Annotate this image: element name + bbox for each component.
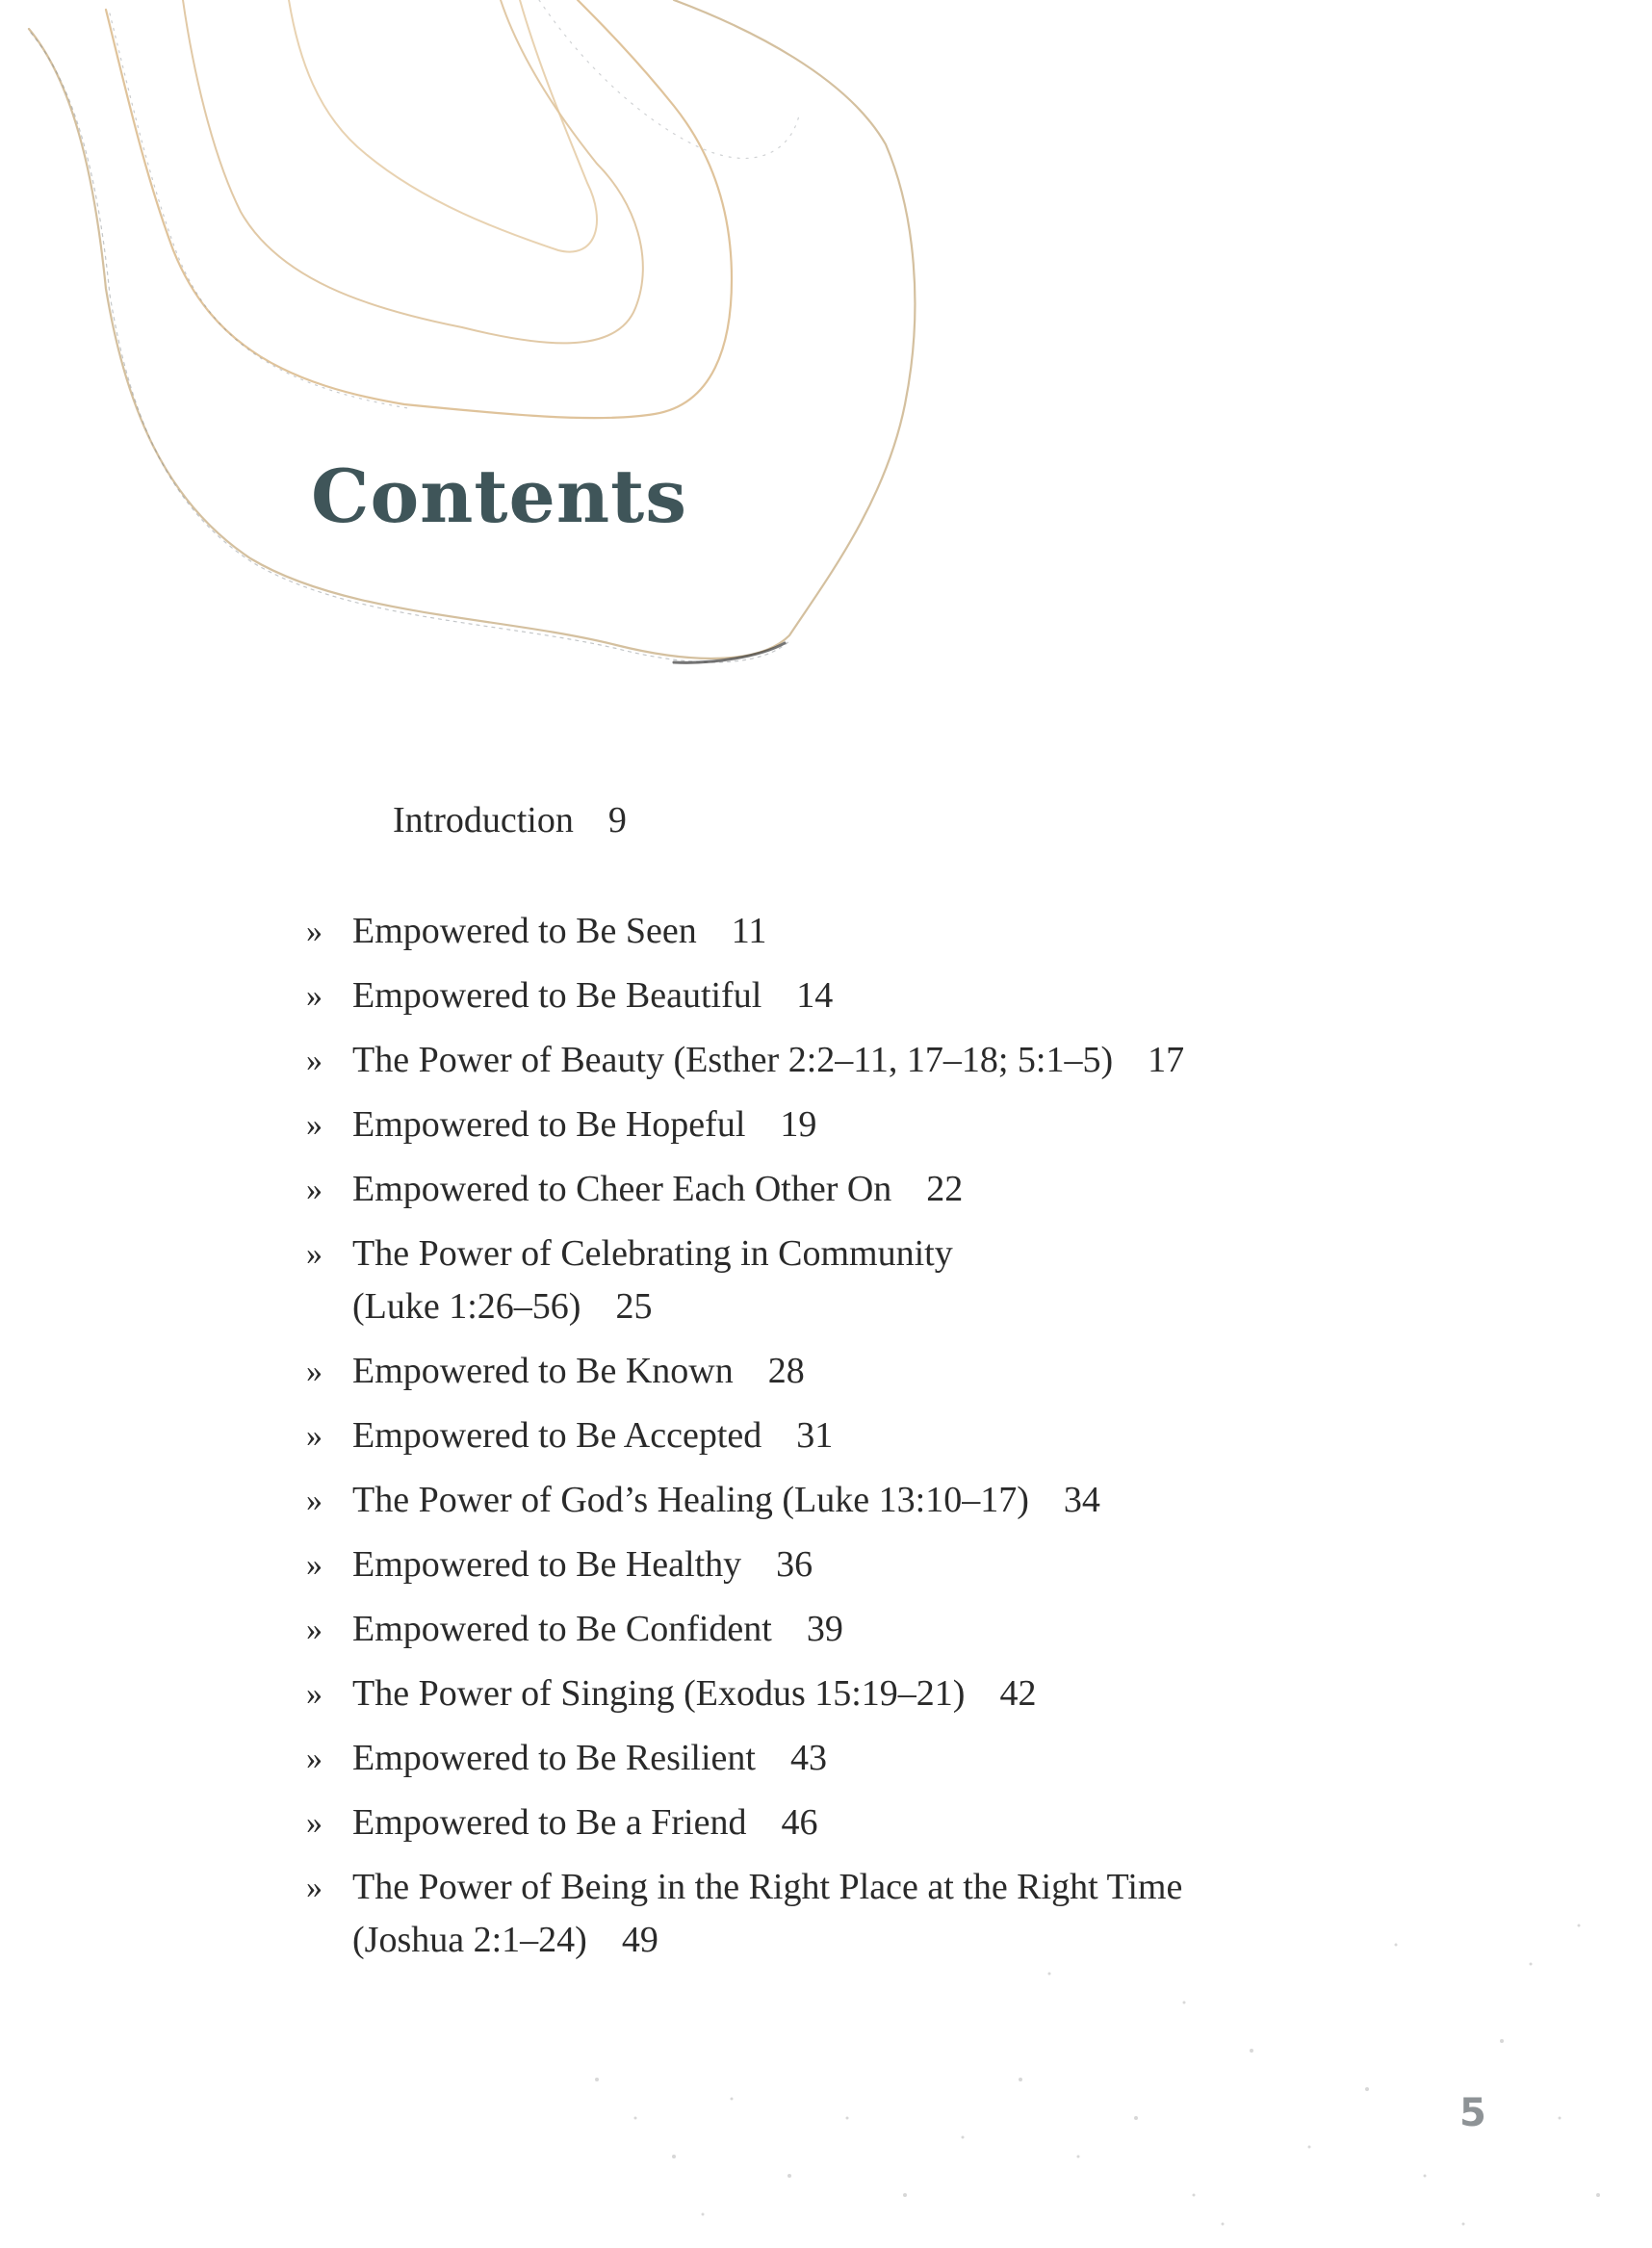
toc-entry-page: 36	[776, 1544, 813, 1585]
toc-entry[interactable]	[306, 1603, 1365, 1656]
toc-entry[interactable]	[306, 1538, 1365, 1591]
toc-entry-page: 14	[796, 975, 834, 1016]
toc-entry-page: 43	[789, 1738, 827, 1778]
toc-entry[interactable]	[306, 1163, 1365, 1216]
chevron-right-double-icon: »	[306, 1612, 323, 1647]
toc-entry-title: Empowered to Be Beautiful	[352, 975, 762, 1016]
toc-entry-reference: (Luke 1:26–56)	[352, 1286, 581, 1327]
toc-entry[interactable]	[306, 1474, 1365, 1527]
toc-entry-page: 25	[615, 1286, 653, 1327]
toc-entry-title: Empowered to Be Seen	[352, 911, 697, 951]
toc-entry-page: 46	[781, 1802, 818, 1843]
toc-entry[interactable]	[306, 1227, 1365, 1333]
toc-entry[interactable]	[306, 1409, 1365, 1462]
toc-entry[interactable]	[306, 1796, 1365, 1849]
chevron-right-double-icon: »	[306, 1483, 323, 1518]
toc-entry-page: 28	[767, 1351, 805, 1391]
page-number: 5	[1459, 2091, 1486, 2135]
toc-entry-page: 49	[621, 1920, 658, 1960]
toc-entry-page: 11	[731, 911, 767, 951]
chevron-right-double-icon: »	[306, 914, 323, 949]
chevron-right-double-icon: »	[306, 1418, 323, 1454]
toc-entry-page: 39	[806, 1609, 843, 1649]
chevron-right-double-icon: »	[306, 1805, 323, 1841]
table-of-contents	[306, 905, 1365, 1978]
toc-entry-title: The Power of Singing (Exodus 15:19–21)	[352, 1673, 966, 1714]
chevron-right-double-icon: »	[306, 1236, 323, 1272]
toc-entry-title: Empowered to Be Hopeful	[352, 1104, 746, 1145]
toc-entry[interactable]	[306, 905, 1365, 958]
toc-entry-page: 19	[780, 1104, 817, 1145]
chevron-right-double-icon: »	[306, 1354, 323, 1389]
toc-entry[interactable]	[306, 1098, 1365, 1151]
toc-entry-subtitle	[352, 1914, 1365, 1967]
toc-entry-subtitle	[352, 1280, 1365, 1333]
chevron-right-double-icon: »	[306, 1043, 323, 1078]
toc-entry-title: The Power of Celebrating in Community	[352, 1233, 953, 1274]
toc-entry[interactable]	[306, 1667, 1365, 1720]
chevron-right-double-icon: »	[306, 1870, 323, 1905]
toc-entry-reference: (Joshua 2:1–24)	[352, 1920, 587, 1960]
contour-line-inner	[183, 0, 643, 343]
toc-entry[interactable]	[306, 969, 1365, 1022]
toc-entry-page: 31	[796, 1415, 834, 1456]
toc-entry-title: Empowered to Be a Friend	[352, 1802, 747, 1843]
toc-entry-page: 22	[926, 1169, 964, 1209]
toc-entry[interactable]	[306, 1861, 1365, 1967]
toc-entry-title: Empowered to Be Healthy	[352, 1544, 742, 1585]
toc-entry-page: 17	[1148, 1040, 1185, 1080]
toc-entry[interactable]	[306, 1034, 1365, 1087]
chevron-right-double-icon: »	[306, 1741, 323, 1776]
chevron-right-double-icon: »	[306, 978, 323, 1014]
toc-entry-title: Empowered to Be Known	[352, 1351, 734, 1391]
toc-entry-title: Empowered to Be Confident	[352, 1609, 772, 1649]
contour-line-innermost	[289, 0, 597, 252]
toc-introduction-label: Introduction	[393, 800, 574, 840]
topographic-contour-decoration	[0, 0, 963, 693]
toc-entry[interactable]	[306, 1345, 1365, 1398]
toc-entry-title: The Power of God’s Healing (Luke 13:10–17)	[352, 1480, 1029, 1520]
toc-entry-page: 42	[999, 1673, 1037, 1714]
chevron-right-double-icon: »	[306, 1107, 323, 1143]
toc-entry-page: 34	[1063, 1480, 1100, 1520]
toc-entry-title: The Power of Beauty (Esther 2:2–11, 17–18; 5:1–5)	[352, 1040, 1114, 1080]
toc-entry-title: Empowered to Be Resilient	[352, 1738, 756, 1778]
contour-line-middle	[106, 0, 732, 418]
toc-entry-title: The Power of Being in the Right Place at the Right Time	[352, 1867, 1183, 1907]
toc-introduction-page: 9	[607, 800, 627, 840]
toc-entry-title: Empowered to Cheer Each Other On	[352, 1169, 892, 1209]
page-title: Contents	[311, 453, 688, 539]
chevron-right-double-icon: »	[306, 1547, 323, 1583]
chevron-right-double-icon: »	[306, 1172, 323, 1207]
toc-introduction[interactable]	[393, 802, 627, 839]
toc-entry[interactable]	[306, 1732, 1365, 1785]
toc-entry-title: Empowered to Be Accepted	[352, 1415, 762, 1456]
chevron-right-double-icon: »	[306, 1676, 323, 1712]
